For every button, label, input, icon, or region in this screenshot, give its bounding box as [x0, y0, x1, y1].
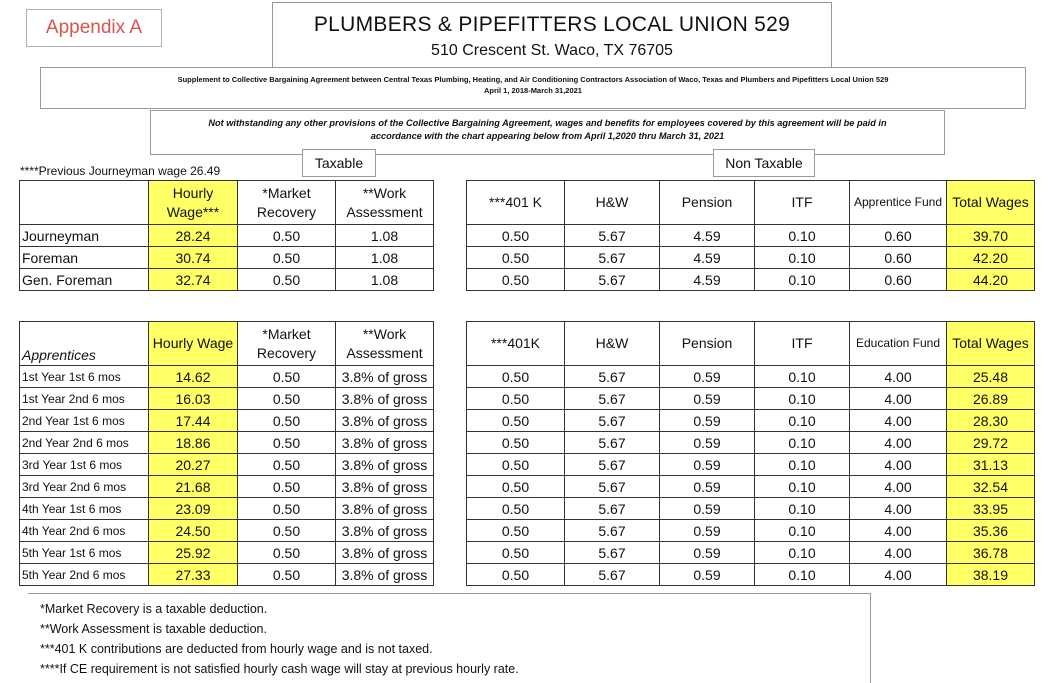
- total-wages-cell: 38.19: [947, 564, 1035, 586]
- row-label: 3rd Year 2nd 6 mos: [20, 476, 149, 498]
- total-wages-cell: 31.13: [947, 454, 1035, 476]
- table-row: [467, 454, 1035, 476]
- hw-cell: 5.67: [565, 410, 660, 432]
- itf-cell: 0.10: [755, 247, 850, 269]
- notwithstanding-box: [150, 110, 945, 155]
- itf-cell: 0.10: [755, 432, 850, 454]
- row-label: 5th Year 2nd 6 mos: [20, 564, 149, 586]
- table-row: [20, 366, 434, 388]
- work-assessment-cell: 1.08: [336, 269, 434, 291]
- fund-cell: 0.60: [850, 269, 947, 291]
- hourly-wage-cell: 23.09: [149, 498, 238, 520]
- union-address: 510 Crescent St. Waco, TX 76705: [431, 42, 673, 59]
- market-recovery-cell: 0.50: [238, 476, 336, 498]
- table-row: [467, 366, 1035, 388]
- apprentice-taxable-table: [19, 321, 434, 586]
- col-header-name: [20, 181, 149, 225]
- table-row: [20, 454, 434, 476]
- union-title: PLUMBERS & PIPEFITTERS LOCAL UNION 529: [313, 13, 791, 36]
- fund-cell: 4.00: [850, 410, 947, 432]
- total-wages-cell: 29.72: [947, 432, 1035, 454]
- hw-cell: 5.67: [565, 564, 660, 586]
- work-assessment-cell: 3.8% of gross: [336, 410, 434, 432]
- hourly-wage-cell: 25.92: [149, 542, 238, 564]
- itf-cell: 0.10: [755, 542, 850, 564]
- k401-cell: 0.50: [467, 225, 565, 247]
- fund-cell: 4.00: [850, 432, 947, 454]
- pension-cell: 0.59: [660, 498, 755, 520]
- table-row: [467, 564, 1035, 586]
- pension-cell: 0.59: [660, 564, 755, 586]
- total-wages-cell: 39.70: [947, 225, 1035, 247]
- fund-cell: 4.00: [850, 366, 947, 388]
- k401-cell: 0.50: [467, 269, 565, 291]
- hw-cell: 5.67: [565, 520, 660, 542]
- col-header-pension: Pension: [660, 181, 755, 225]
- itf-cell: 0.10: [755, 269, 850, 291]
- table-row: [20, 498, 434, 520]
- col-header-hw: H&W: [565, 322, 660, 366]
- row-label: 1st Year 1st 6 mos: [20, 366, 149, 388]
- table-row: [20, 225, 434, 247]
- work-assessment-cell: 3.8% of gross: [336, 542, 434, 564]
- fund-cell: 4.00: [850, 476, 947, 498]
- itf-cell: 0.10: [755, 520, 850, 542]
- hw-cell: 5.67: [565, 247, 660, 269]
- work-assessment-cell: 3.8% of gross: [336, 520, 434, 542]
- header-row: [467, 322, 1035, 366]
- col-header-401k: ***401 K: [467, 181, 565, 225]
- row-label: Gen. Foreman: [20, 269, 149, 291]
- fund-cell: 4.00: [850, 388, 947, 410]
- hourly-wage-cell: 24.50: [149, 520, 238, 542]
- work-assessment-cell: 3.8% of gross: [336, 476, 434, 498]
- hw-cell: 5.67: [565, 366, 660, 388]
- hw-cell: 5.67: [565, 454, 660, 476]
- footnotes: [28, 593, 871, 683]
- supplement-line-2: April 1, 2018-March 31,2021: [484, 86, 582, 95]
- notwithstanding-line-2: accordance with the chart appearing below from April 1,2020 thru March 31, 2021: [370, 131, 725, 141]
- market-recovery-cell: 0.50: [238, 454, 336, 476]
- pension-cell: 0.59: [660, 410, 755, 432]
- table-row: [20, 432, 434, 454]
- hourly-wage-cell: 20.27: [149, 454, 238, 476]
- col-header-pension: Pension: [660, 322, 755, 366]
- col-header-itf: ITF: [755, 181, 850, 225]
- table-row: [467, 476, 1035, 498]
- itf-cell: 0.10: [755, 476, 850, 498]
- row-label: 2nd Year 1st 6 mos: [20, 410, 149, 432]
- total-wages-cell: 36.78: [947, 542, 1035, 564]
- col-header-hourly-wage: Hourly Wage: [149, 322, 238, 366]
- hourly-wage-cell: 14.62: [149, 366, 238, 388]
- fund-cell: 4.00: [850, 564, 947, 586]
- row-label: 4th Year 2nd 6 mos: [20, 520, 149, 542]
- footnote-market-recovery: *Market Recovery is a taxable deduction.: [40, 602, 268, 616]
- table-row: [20, 542, 434, 564]
- pension-cell: 0.59: [660, 454, 755, 476]
- apprentice-nontaxable-table: [466, 321, 1035, 586]
- table-row: [467, 388, 1035, 410]
- col-header-market-recovery: *Market Recovery: [238, 322, 336, 366]
- pension-cell: 0.59: [660, 366, 755, 388]
- header-row: [20, 322, 434, 366]
- work-assessment-cell: 3.8% of gross: [336, 366, 434, 388]
- footnote-work-assessment: **Work Assessment is taxable deduction.: [40, 622, 267, 636]
- k401-cell: 0.50: [467, 432, 565, 454]
- hw-cell: 5.67: [565, 476, 660, 498]
- table-row: [467, 498, 1035, 520]
- total-wages-cell: 26.89: [947, 388, 1035, 410]
- previous-wage-note: ****Previous Journeyman wage 26.49: [20, 164, 221, 178]
- k401-cell: 0.50: [467, 520, 565, 542]
- col-header-market-recovery: *Market Recovery: [238, 181, 336, 225]
- market-recovery-cell: 0.50: [238, 225, 336, 247]
- total-wages-cell: 32.54: [947, 476, 1035, 498]
- row-label: 4th Year 1st 6 mos: [20, 498, 149, 520]
- k401-cell: 0.50: [467, 247, 565, 269]
- footnote-401k: ***401 K contributions are deducted from hourly wage and is not taxed.: [40, 642, 433, 656]
- document-header: [272, 2, 832, 68]
- total-wages-cell: 42.20: [947, 247, 1035, 269]
- market-recovery-cell: 0.50: [238, 388, 336, 410]
- hourly-wage-cell: 28.24: [149, 225, 238, 247]
- table-row: [467, 542, 1035, 564]
- hw-cell: 5.67: [565, 269, 660, 291]
- itf-cell: 0.10: [755, 388, 850, 410]
- fund-cell: 4.00: [850, 454, 947, 476]
- itf-cell: 0.10: [755, 564, 850, 586]
- pension-cell: 4.59: [660, 247, 755, 269]
- total-wages-cell: 44.20: [947, 269, 1035, 291]
- table-row: [467, 432, 1035, 454]
- k401-cell: 0.50: [467, 454, 565, 476]
- hourly-wage-cell: 21.68: [149, 476, 238, 498]
- market-recovery-cell: 0.50: [238, 247, 336, 269]
- col-header-work-assessment: **Work Assessment: [336, 181, 434, 225]
- col-header-total-wages: Total Wages: [947, 322, 1035, 366]
- hourly-wage-cell: 18.86: [149, 432, 238, 454]
- pension-cell: 0.59: [660, 432, 755, 454]
- hw-cell: 5.67: [565, 432, 660, 454]
- table-row: [467, 269, 1035, 291]
- table-row: [20, 410, 434, 432]
- table-row: [467, 247, 1035, 269]
- market-recovery-cell: 0.50: [238, 410, 336, 432]
- total-wages-cell: 25.48: [947, 366, 1035, 388]
- fund-cell: 4.00: [850, 498, 947, 520]
- market-recovery-cell: 0.50: [238, 520, 336, 542]
- total-wages-cell: 28.30: [947, 410, 1035, 432]
- itf-cell: 0.10: [755, 225, 850, 247]
- fund-cell: 0.60: [850, 225, 947, 247]
- itf-cell: 0.10: [755, 410, 850, 432]
- header-row: [467, 181, 1035, 225]
- work-assessment-cell: 3.8% of gross: [336, 564, 434, 586]
- k401-cell: 0.50: [467, 476, 565, 498]
- row-label: 3rd Year 1st 6 mos: [20, 454, 149, 476]
- work-assessment-cell: 3.8% of gross: [336, 388, 434, 410]
- footnote-ce-requirement: ****If CE requirement is not satisfied hourly cash wage will stay at previous hourly rate.: [40, 662, 519, 676]
- col-header-fund: Apprentice Fund: [850, 181, 947, 225]
- work-assessment-cell: 1.08: [336, 225, 434, 247]
- row-label: 1st Year 2nd 6 mos: [20, 388, 149, 410]
- journeyman-taxable-table: [19, 180, 434, 291]
- k401-cell: 0.50: [467, 366, 565, 388]
- work-assessment-cell: 3.8% of gross: [336, 454, 434, 476]
- hourly-wage-cell: 32.74: [149, 269, 238, 291]
- row-label: Foreman: [20, 247, 149, 269]
- table-row: [467, 225, 1035, 247]
- row-label: 2nd Year 2nd 6 mos: [20, 432, 149, 454]
- table-row: [467, 520, 1035, 542]
- work-assessment-cell: 3.8% of gross: [336, 432, 434, 454]
- pension-cell: 0.59: [660, 542, 755, 564]
- hw-cell: 5.67: [565, 225, 660, 247]
- k401-cell: 0.50: [467, 498, 565, 520]
- header-row: [20, 181, 434, 225]
- pension-cell: 0.59: [660, 520, 755, 542]
- supplement-line-1: Supplement to Collective Bargaining Agreement between Central Texas Plumbing, Heating, and Air Conditioning Contractors Association of Waco, Texas and Plumbers and Pipefitters Local Union 529: [177, 75, 889, 84]
- table-row: [20, 269, 434, 291]
- hourly-wage-cell: 16.03: [149, 388, 238, 410]
- notwithstanding-line-1: Not withstanding any other provisions of the Collective Bargaining Agreement, wages and benefits for employees covered by this agreement will be paid in: [208, 118, 887, 128]
- total-wages-cell: 35.36: [947, 520, 1035, 542]
- hw-cell: 5.67: [565, 542, 660, 564]
- market-recovery-cell: 0.50: [238, 269, 336, 291]
- hourly-wage-cell: 17.44: [149, 410, 238, 432]
- col-header-work-assessment: **Work Assessment: [336, 322, 434, 366]
- table-row: [20, 388, 434, 410]
- col-header-hw: H&W: [565, 181, 660, 225]
- journeyman-nontaxable-table: [466, 180, 1035, 291]
- market-recovery-cell: 0.50: [238, 542, 336, 564]
- table-row: [20, 476, 434, 498]
- supplement-box: [40, 67, 1026, 109]
- k401-cell: 0.50: [467, 564, 565, 586]
- market-recovery-cell: 0.50: [238, 432, 336, 454]
- work-assessment-cell: 1.08: [336, 247, 434, 269]
- itf-cell: 0.10: [755, 366, 850, 388]
- table-row: [20, 520, 434, 542]
- col-header-fund: Education Fund: [850, 322, 947, 366]
- fund-cell: 4.00: [850, 542, 947, 564]
- k401-cell: 0.50: [467, 542, 565, 564]
- table-row: [20, 564, 434, 586]
- fund-cell: 4.00: [850, 520, 947, 542]
- itf-cell: 0.10: [755, 454, 850, 476]
- fund-cell: 0.60: [850, 247, 947, 269]
- nontaxable-label: Non Taxable: [713, 149, 815, 177]
- taxable-label: Taxable: [302, 149, 376, 177]
- col-header-401k: ***401K: [467, 322, 565, 366]
- col-header-itf: ITF: [755, 322, 850, 366]
- col-header-name: Apprentices: [20, 322, 149, 366]
- pension-cell: 0.59: [660, 388, 755, 410]
- work-assessment-cell: 3.8% of gross: [336, 498, 434, 520]
- table-row: [467, 410, 1035, 432]
- appendix-label: Appendix A: [26, 9, 162, 47]
- row-label: Journeyman: [20, 225, 149, 247]
- row-label: 5th Year 1st 6 mos: [20, 542, 149, 564]
- market-recovery-cell: 0.50: [238, 498, 336, 520]
- hourly-wage-cell: 30.74: [149, 247, 238, 269]
- market-recovery-cell: 0.50: [238, 366, 336, 388]
- hw-cell: 5.67: [565, 498, 660, 520]
- k401-cell: 0.50: [467, 410, 565, 432]
- itf-cell: 0.10: [755, 498, 850, 520]
- k401-cell: 0.50: [467, 388, 565, 410]
- market-recovery-cell: 0.50: [238, 564, 336, 586]
- hourly-wage-cell: 27.33: [149, 564, 238, 586]
- pension-cell: 4.59: [660, 225, 755, 247]
- pension-cell: 0.59: [660, 476, 755, 498]
- total-wages-cell: 33.95: [947, 498, 1035, 520]
- col-header-hourly-wage: Hourly Wage***: [149, 181, 238, 225]
- table-row: [20, 247, 434, 269]
- col-header-total-wages: Total Wages: [947, 181, 1035, 225]
- hw-cell: 5.67: [565, 388, 660, 410]
- pension-cell: 4.59: [660, 269, 755, 291]
